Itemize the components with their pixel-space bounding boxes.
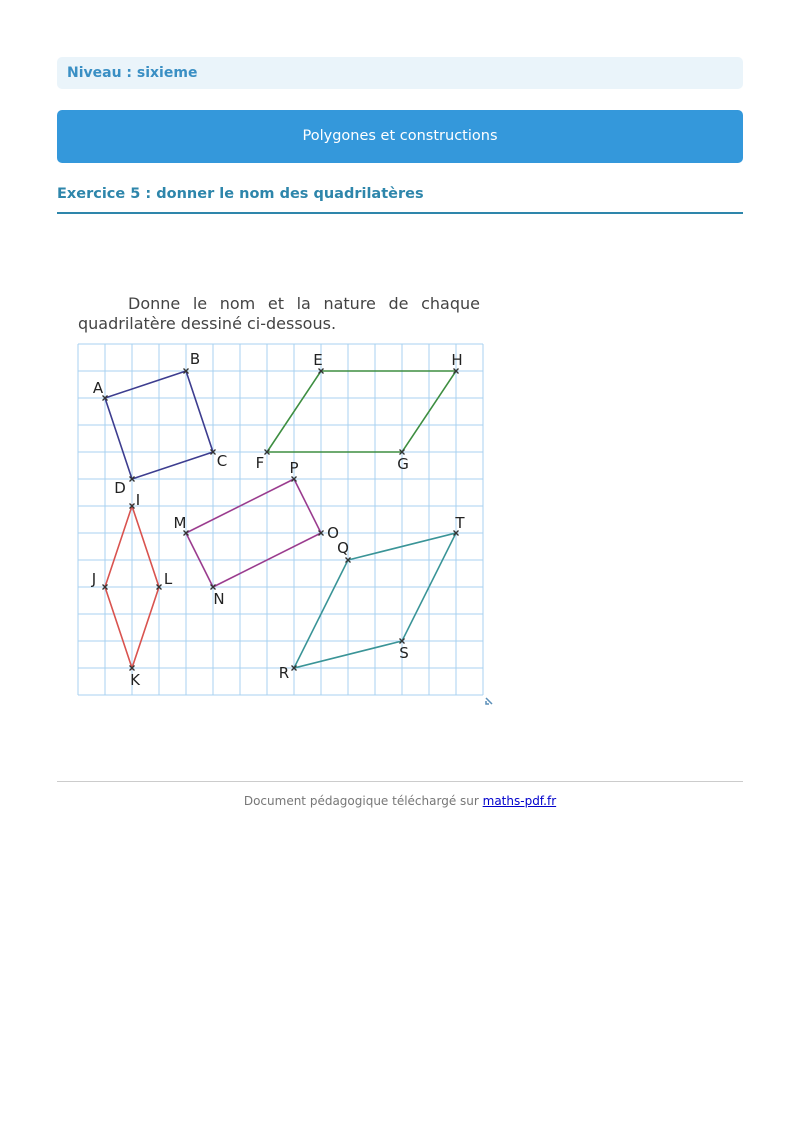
- corner-mark-icon: [486, 698, 492, 704]
- quadrilateral-efgh: [267, 371, 456, 452]
- vertex-label-m: M: [173, 514, 187, 532]
- exercise-title-underline: [57, 212, 743, 214]
- vertex-label-k: K: [130, 671, 140, 689]
- vertex-label-f: F: [255, 454, 265, 472]
- vertex-label-a: A: [92, 379, 104, 397]
- vertex-label-d: D: [114, 479, 126, 497]
- exercise-title: Exercice 5 : donner le nom des quadrilatères: [57, 186, 424, 202]
- vertex-label-e: E: [313, 351, 323, 369]
- vertex-label-i: I: [135, 491, 141, 509]
- vertex-label-o: O: [327, 524, 339, 542]
- vertex-label-t: T: [455, 514, 465, 532]
- vertex-label-q: Q: [337, 539, 349, 557]
- vertex-label-r: R: [278, 664, 290, 682]
- chapter-banner: Polygones et constructions: [57, 110, 743, 163]
- vertex-label-b: B: [189, 350, 201, 368]
- grid-drawing: [70, 338, 500, 710]
- vertex-label-j: J: [91, 570, 97, 588]
- vertex-label-p: P: [289, 459, 299, 477]
- footer-divider: [57, 781, 743, 782]
- footer-link[interactable]: maths-pdf.fr: [482, 794, 557, 808]
- exercise-instruction: Donne le nom et la nature de chaque quadrilatère dessiné ci-dessous.: [78, 294, 480, 333]
- vertex-label-l: L: [163, 570, 173, 588]
- vertex-label-g: G: [397, 455, 409, 473]
- vertex-label-c: C: [216, 452, 228, 470]
- vertex-label-n: N: [213, 590, 225, 608]
- exercise-instruction-block: [78, 294, 480, 334]
- level-badge: Niveau : sixieme: [57, 57, 743, 89]
- footer-text: Document pédagogique téléchargé sur: [243, 794, 483, 808]
- vertex-label-s: S: [399, 644, 409, 662]
- footer: [57, 794, 743, 808]
- vertex-label-h: H: [451, 351, 463, 369]
- quadrilaterals-figure: [70, 338, 500, 714]
